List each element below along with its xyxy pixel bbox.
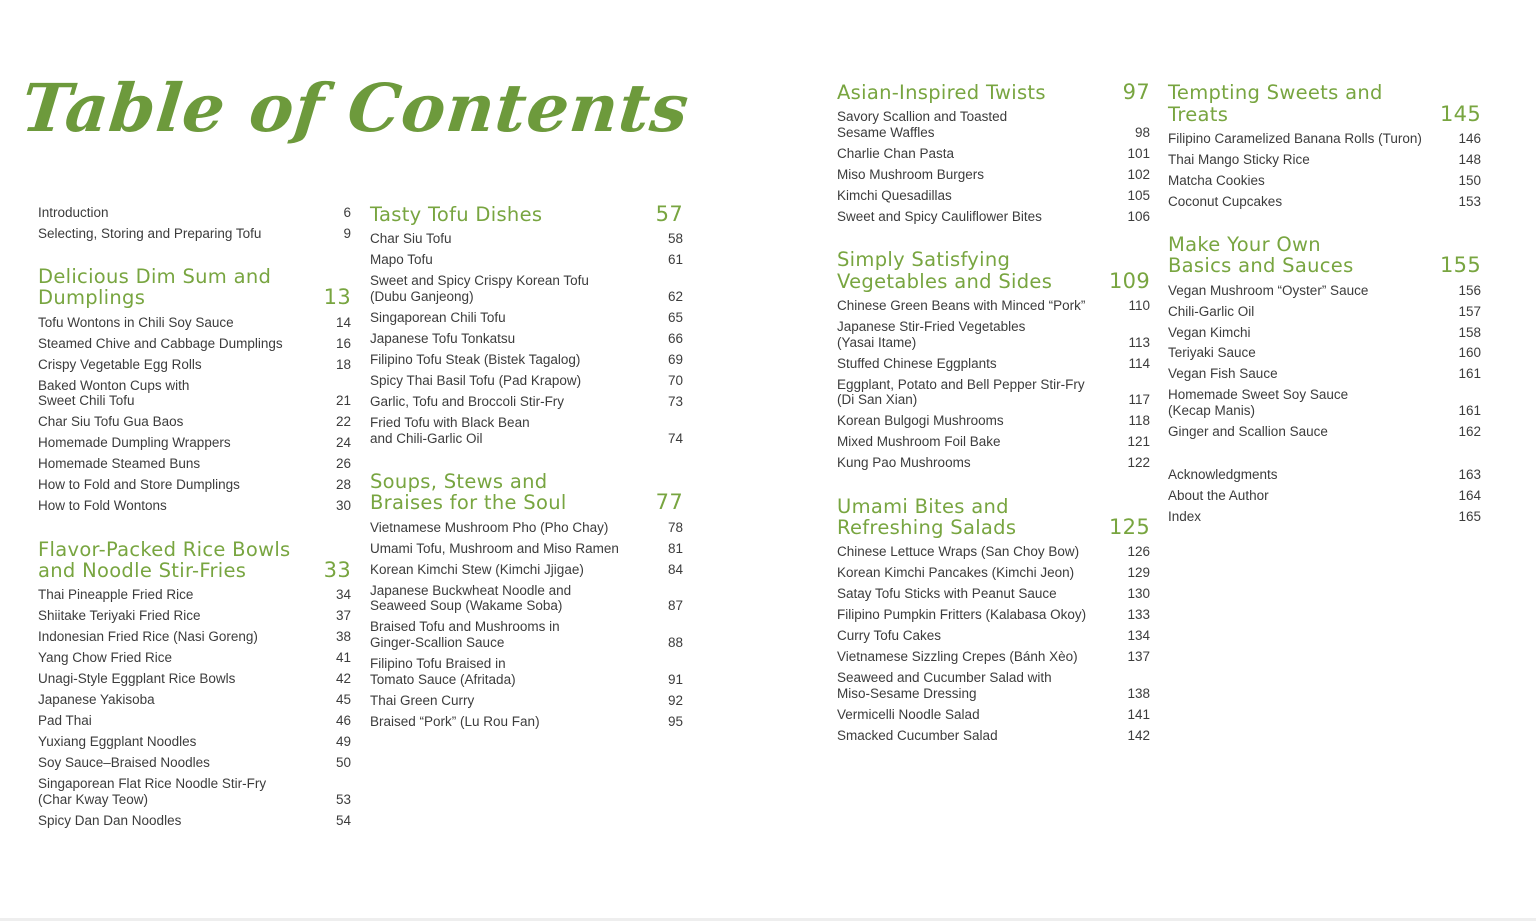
entry-page: 113 [1128, 334, 1150, 350]
toc-entry[interactable] [38, 202, 351, 223]
entry-page: 130 [1127, 586, 1150, 602]
entry-page: 14 [335, 314, 351, 330]
toc-entry[interactable] [837, 374, 1150, 411]
entry-page: 162 [1458, 424, 1481, 440]
toc-entry[interactable] [370, 328, 683, 349]
entry-page: 88 [667, 635, 683, 651]
entry-title: Coconut Cupcakes [1168, 193, 1283, 209]
section-page: 33 [323, 558, 351, 583]
entry-title: Index [1168, 509, 1202, 525]
entry-page: 95 [667, 713, 683, 729]
entry-page: 26 [335, 456, 351, 472]
entry-page: 121 [1127, 434, 1150, 450]
entry-title: Savory Scallion and Toasted Sesame Waffles [837, 109, 1008, 140]
entry-title: Filipino Caramelized Banana Rolls (Turon) [1168, 130, 1422, 146]
entry-page: 138 [1127, 686, 1150, 701]
section-title: Delicious Dim Sum and Dumplings [38, 264, 272, 310]
toc-entry[interactable] [370, 559, 683, 580]
toc-entry[interactable] [837, 107, 1150, 144]
section-heading[interactable] [370, 471, 683, 514]
toc-entry[interactable] [370, 307, 683, 328]
entry-page: 161 [1458, 403, 1481, 419]
entry-title: Braised “Pork” (Lu Rou Fan) [370, 713, 540, 729]
entry-title: Filipino Pumpkin Fritters (Kalabasa Okoy) [837, 607, 1087, 623]
toc-entry[interactable] [38, 333, 351, 354]
entry-page: 148 [1458, 151, 1481, 167]
entry-title: Satay Tofu Sticks with Peanut Sauce [837, 586, 1057, 602]
entry-page: 133 [1127, 607, 1150, 623]
entry-page: 42 [335, 671, 351, 687]
entry-title: How to Fold and Store Dumplings [38, 477, 240, 493]
entry-title: Spicy Dan Dan Noodles [38, 812, 182, 828]
entry-page: 87 [667, 598, 683, 614]
toc-entry[interactable] [38, 223, 351, 244]
toc-entry[interactable] [1168, 149, 1481, 170]
entry-page: 117 [1128, 392, 1150, 408]
entry-title: Acknowledgments [1168, 467, 1278, 483]
toc-entry[interactable] [370, 690, 683, 711]
entry-title: Matcha Cookies [1168, 172, 1265, 188]
entry-page: 61 [667, 252, 683, 268]
toc-entry[interactable] [370, 349, 683, 370]
entry-title: Steamed Chive and Cabbage Dumplings [38, 335, 283, 351]
entry-title: Thai Mango Sticky Rice [1168, 151, 1310, 167]
entry-page: 53 [335, 791, 351, 807]
toc-entry[interactable] [837, 725, 1150, 746]
toc-entry[interactable] [370, 412, 683, 449]
toc-column-4 [1168, 82, 1481, 528]
entry-page: 142 [1127, 727, 1150, 743]
entry-page: 158 [1458, 324, 1481, 340]
entry-page: 58 [667, 231, 683, 247]
entry-page: 41 [335, 650, 351, 666]
section-heading[interactable] [837, 249, 1150, 292]
entry-title: Sweet and Spicy Cauliflower Bites [837, 208, 1042, 224]
entry-page: 84 [667, 561, 683, 577]
entry-page: 22 [335, 414, 351, 430]
entry-title: Chinese Lettuce Wraps (San Choy Bow) [837, 544, 1080, 560]
entry-page: 54 [335, 812, 351, 828]
entry-title: Mixed Mushroom Foil Bake [837, 434, 1001, 450]
toc-entry[interactable] [370, 653, 683, 690]
entry-title: Char Siu Tofu [370, 231, 452, 247]
section-heading[interactable] [1168, 234, 1481, 277]
toc-entry[interactable] [1168, 507, 1481, 528]
entry-page: 37 [335, 608, 351, 624]
entry-title: Umami Tofu, Mushroom and Miso Ramen [370, 540, 619, 556]
section-title: Soups, Stews and Braises for the Soul [370, 469, 567, 515]
entry-title: Singaporean Flat Rice Noodle Stir-Fry (Char Kway Teow) [38, 776, 267, 807]
toc-entry[interactable] [38, 753, 351, 774]
entry-title: Homemade Dumpling Wrappers [38, 435, 231, 451]
toc-entry[interactable] [38, 732, 351, 753]
entry-page: 30 [335, 498, 351, 514]
entry-page: 21 [335, 393, 351, 409]
entry-page: 78 [667, 519, 683, 535]
toc-entry[interactable] [38, 312, 351, 333]
entry-title: Spicy Thai Basil Tofu (Pad Krapow) [370, 372, 582, 388]
entry-page: 156 [1458, 282, 1481, 298]
entry-page: 18 [335, 356, 351, 372]
entry-title: Introduction [38, 204, 109, 220]
toc-entry[interactable] [837, 647, 1150, 668]
entry-title: Vermicelli Noodle Salad [837, 706, 980, 722]
entry-title: About the Author [1168, 488, 1269, 504]
entry-page: 98 [1134, 124, 1150, 140]
entry-title: Homemade Sweet Soy Sauce (Kecap Manis) [1168, 387, 1349, 419]
entry-title: Unagi-Style Eggplant Rice Bowls [38, 671, 236, 687]
section-title: Umami Bites and Refreshing Salads [837, 494, 1017, 540]
entry-page: 101 [1127, 145, 1150, 161]
entry-page: 73 [667, 393, 683, 409]
entry-page: 74 [667, 430, 683, 446]
section-page: 13 [323, 285, 351, 310]
toc-entry[interactable] [1168, 322, 1481, 343]
entry-page: 102 [1127, 166, 1150, 182]
entry-title: Yuxiang Eggplant Noodles [38, 734, 197, 750]
toc-entry[interactable] [38, 810, 351, 831]
entry-title: Sweet and Spicy Crispy Korean Tofu (Dubu Ganjeong) [370, 273, 589, 304]
toc-entry[interactable] [370, 370, 683, 391]
toc-entry[interactable] [38, 475, 351, 496]
toc-entry[interactable] [38, 454, 351, 475]
entry-page: 49 [335, 734, 351, 750]
section-title: Tempting Sweets and Treats [1168, 81, 1383, 126]
toc-entry[interactable] [38, 496, 351, 517]
entry-title: Miso Mushroom Burgers [837, 166, 985, 182]
section-page: 57 [655, 202, 683, 226]
section-page: 109 [1109, 268, 1150, 293]
section-heading[interactable] [837, 496, 1150, 539]
entry-page: 105 [1127, 187, 1150, 203]
toc-entry[interactable] [837, 164, 1150, 185]
entry-title: Charlie Chan Pasta [837, 145, 955, 161]
toc-entry[interactable] [1168, 465, 1481, 486]
entry-title: Vegan Mushroom “Oyster” Sauce [1168, 282, 1369, 298]
entry-title: Japanese Yakisoba [38, 692, 155, 708]
entry-title: Japanese Tofu Tonkatsu [370, 330, 516, 346]
entry-title: Filipino Tofu Braised in Tomato Sauce (Afritada) [370, 656, 516, 687]
section-page: 145 [1440, 101, 1481, 126]
entry-title: Thai Pineapple Fried Rice [38, 587, 194, 603]
entry-title: Tofu Wontons in Chili Soy Sauce [38, 314, 234, 330]
toc-entry[interactable] [38, 669, 351, 690]
entry-page: 9 [343, 225, 351, 241]
entry-title: Smacked Cucumber Salad [837, 727, 998, 743]
entry-page: 66 [667, 330, 683, 346]
entry-page: 34 [335, 587, 351, 603]
entry-title: Homemade Steamed Buns [38, 456, 201, 472]
toc-entry[interactable] [1168, 486, 1481, 507]
entry-page: 129 [1127, 565, 1150, 581]
entry-page: 81 [667, 540, 683, 556]
toc-entry[interactable] [1168, 422, 1481, 443]
entry-page: 150 [1458, 172, 1481, 188]
entry-title: Chili-Garlic Oil [1168, 303, 1255, 319]
toc-entry[interactable] [38, 711, 351, 732]
toc-entry[interactable] [38, 375, 351, 412]
section-page: 77 [655, 490, 683, 515]
page-title: Table of Contents [17, 69, 693, 147]
entry-title: Vegan Fish Sauce [1168, 366, 1278, 382]
entry-title: Mapo Tofu [370, 252, 433, 268]
toc-entry[interactable] [837, 143, 1150, 164]
toc-entry[interactable] [38, 648, 351, 669]
toc-entry[interactable] [38, 627, 351, 648]
section-title: Make Your Own Basics and Sauces [1168, 232, 1354, 278]
entry-page: 157 [1458, 303, 1481, 319]
section-heading[interactable] [837, 82, 1150, 104]
entry-title: Seaweed and Cucumber Salad with Miso-Sesame Dressing [837, 670, 1052, 701]
entry-title: Baked Wonton Cups with Sweet Chili Tofu [38, 377, 190, 409]
toc-entry[interactable] [837, 704, 1150, 725]
entry-title: Vietnamese Sizzling Crepes (Bánh Xèo) [837, 649, 1078, 665]
toc-entry[interactable] [837, 432, 1150, 453]
entry-title: Thai Green Curry [370, 692, 475, 708]
entry-title: Soy Sauce–Braised Noodles [38, 755, 210, 771]
section-heading[interactable] [1168, 82, 1481, 125]
entry-title: Eggplant, Potato and Bell Pepper Stir-Fry (Di San Xian) [837, 376, 1085, 408]
entry-page: 16 [335, 335, 351, 351]
entry-title: Korean Bulgogi Mushrooms [837, 413, 1004, 429]
toc-entry[interactable] [38, 606, 351, 627]
toc-entry[interactable] [370, 617, 683, 654]
toc-entry[interactable] [837, 626, 1150, 647]
entry-page: 134 [1127, 628, 1150, 644]
section-heading[interactable] [38, 266, 351, 309]
entry-page: 122 [1127, 455, 1150, 471]
entry-title: Yang Chow Fried Rice [38, 650, 173, 666]
entry-title: Filipino Tofu Steak (Bistek Tagalog) [370, 351, 581, 367]
toc-entry[interactable] [370, 229, 683, 250]
section-title: Flavor-Packed Rice Bowls and Noodle Stir-Fries [38, 537, 291, 583]
entry-page: 126 [1127, 544, 1150, 560]
toc-column-1 [38, 202, 351, 831]
entry-title: Fried Tofu with Black Bean and Chili-Garlic Oil [370, 414, 530, 446]
section-heading[interactable] [38, 539, 351, 582]
entry-page: 65 [667, 309, 683, 325]
section-title: Simply Satisfying Vegetables and Sides [837, 248, 1053, 293]
entry-title: Singaporean Chili Tofu [370, 309, 506, 325]
toc-entry[interactable] [370, 391, 683, 412]
toc-entry[interactable] [1168, 170, 1481, 191]
entry-title: Stuffed Chinese Eggplants [837, 355, 997, 371]
toc-column-3 [837, 82, 1150, 746]
entry-title: Kimchi Quesadillas [837, 187, 952, 203]
entry-page: 38 [335, 629, 351, 645]
entry-page: 153 [1458, 193, 1481, 209]
entry-title: Teriyaki Sauce [1168, 345, 1256, 361]
toc-entry[interactable] [837, 668, 1150, 705]
entry-title: Char Siu Tofu Gua Baos [38, 414, 184, 430]
entry-page: 137 [1127, 649, 1150, 665]
toc-column-2 [370, 204, 683, 732]
entry-title: Crispy Vegetable Egg Rolls [38, 356, 202, 372]
toc-entry[interactable] [370, 517, 683, 538]
toc-entry[interactable] [1168, 301, 1481, 322]
toc-entry[interactable] [38, 354, 351, 375]
entry-page: 146 [1458, 130, 1481, 146]
entry-page: 46 [335, 713, 351, 729]
entry-page: 62 [667, 288, 683, 304]
toc-entry[interactable] [837, 206, 1150, 227]
entry-title: Selecting, Storing and Preparing Tofu [38, 225, 262, 241]
toc-entry[interactable] [1168, 280, 1481, 301]
entry-title: Vietnamese Mushroom Pho (Pho Chay) [370, 519, 609, 535]
entry-page: 164 [1458, 488, 1481, 504]
toc-entry[interactable] [370, 711, 683, 732]
toc-entry[interactable] [837, 563, 1150, 584]
entry-page: 50 [335, 755, 351, 771]
toc-entry[interactable] [837, 295, 1150, 316]
toc-entry[interactable] [38, 433, 351, 454]
entry-page: 141 [1127, 706, 1150, 722]
entry-title: Shiitake Teriyaki Fried Rice [38, 608, 201, 624]
entry-page: 69 [667, 351, 683, 367]
toc-entry[interactable] [370, 270, 683, 307]
toc-entry[interactable] [38, 412, 351, 433]
entry-page: 160 [1458, 345, 1481, 361]
entry-title: Kung Pao Mushrooms [837, 455, 971, 471]
entry-title: Japanese Buckwheat Noodle and Seaweed Soup (Wakame Soba) [370, 582, 572, 614]
toc-entry[interactable] [1168, 343, 1481, 364]
entry-title: Garlic, Tofu and Broccoli Stir-Fry [370, 393, 565, 409]
entry-page: 118 [1128, 413, 1150, 429]
section-title: Tasty Tofu Dishes [370, 203, 543, 226]
toc-entry[interactable] [837, 185, 1150, 206]
section-title: Asian-Inspired Twists [837, 81, 1046, 104]
toc-entry[interactable] [370, 580, 683, 617]
entry-title: Vegan Kimchi [1168, 324, 1251, 340]
entry-title: How to Fold Wontons [38, 498, 167, 514]
entry-page: 110 [1128, 297, 1150, 313]
toc-entry[interactable] [837, 542, 1150, 563]
toc-entry[interactable] [370, 538, 683, 559]
toc-entry[interactable] [38, 690, 351, 711]
entry-page: 106 [1127, 208, 1150, 224]
entry-page: 6 [343, 204, 351, 220]
entry-page: 163 [1458, 467, 1481, 483]
entry-page: 45 [335, 692, 351, 708]
toc-entry[interactable] [1168, 128, 1481, 149]
toc-entry[interactable] [837, 605, 1150, 626]
toc-entry[interactable] [1168, 385, 1481, 422]
toc-entry[interactable] [38, 773, 351, 810]
entry-page: 165 [1458, 509, 1481, 525]
entry-title: Indonesian Fried Rice (Nasi Goreng) [38, 629, 258, 645]
entry-title: Korean Kimchi Stew (Kimchi Jjigae) [370, 561, 584, 577]
entry-page: 24 [335, 435, 351, 451]
toc-entry[interactable] [1168, 364, 1481, 385]
entry-page: 70 [667, 372, 683, 388]
entry-title: Japanese Stir-Fried Vegetables (Yasai Itame) [837, 318, 1026, 350]
toc-entry[interactable] [837, 453, 1150, 474]
toc-entry[interactable] [1168, 191, 1481, 212]
toc-entry[interactable] [837, 411, 1150, 432]
entry-title: Pad Thai [38, 713, 92, 729]
section-heading[interactable] [370, 204, 683, 226]
toc-entry[interactable] [837, 584, 1150, 605]
entry-title: Braised Tofu and Mushrooms in Ginger-Scallion Sauce [370, 619, 560, 651]
toc-entry[interactable] [837, 353, 1150, 374]
entry-title: Curry Tofu Cakes [837, 628, 942, 644]
section-page: 97 [1122, 80, 1150, 104]
section-page: 125 [1109, 515, 1150, 540]
entry-title: Ginger and Scallion Sauce [1168, 424, 1328, 440]
entry-page: 161 [1458, 366, 1481, 382]
entry-page: 91 [667, 671, 683, 687]
toc-entry[interactable] [370, 249, 683, 270]
toc-entry[interactable] [38, 585, 351, 606]
toc-entry[interactable] [837, 316, 1150, 353]
entry-page: 114 [1128, 355, 1150, 371]
entry-title: Korean Kimchi Pancakes (Kimchi Jeon) [837, 565, 1075, 581]
section-page: 155 [1440, 253, 1481, 278]
entry-title: Chinese Green Beans with Minced “Pork” [837, 297, 1086, 313]
entry-page: 28 [335, 477, 351, 493]
entry-page: 92 [667, 692, 683, 708]
